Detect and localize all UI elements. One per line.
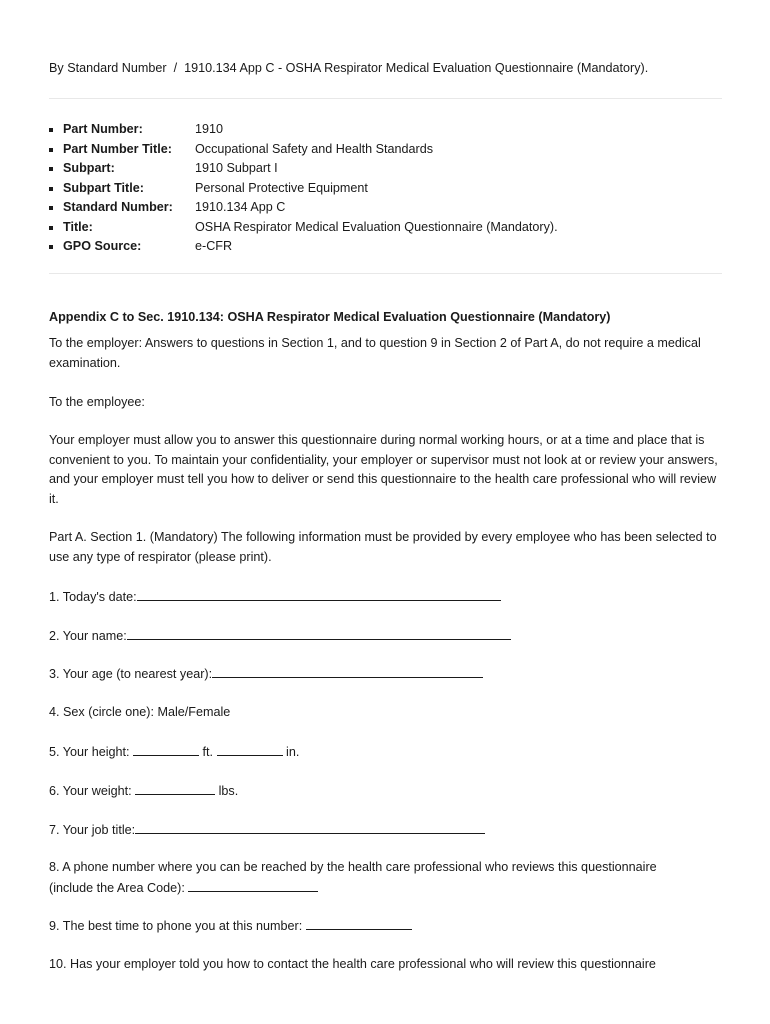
meta-key: Part Number Title: xyxy=(63,141,172,156)
breadcrumb-root-link[interactable]: By Standard Number xyxy=(49,61,167,75)
part-a-intro-text: Part A. Section 1. (Mandatory) The following information must be provided by every employee who has been selected to use any type of respirator (please print). xyxy=(49,530,717,564)
meta-value: Personal Protective Equipment xyxy=(195,180,368,195)
question-2 xyxy=(49,626,721,647)
employee-label-text: To the employee: xyxy=(49,395,145,409)
bullet-icon xyxy=(49,245,53,249)
question-label: 2. Your name: xyxy=(49,629,127,643)
employee-label xyxy=(49,393,721,413)
question-4 xyxy=(49,703,721,723)
employee-note xyxy=(49,431,721,509)
name-answer-line[interactable] xyxy=(127,626,511,640)
employee-note-text: Your employer must allow you to answer this questionnaire during normal working hours, or at a time and place that is convenient to you. To maintain your confidentiality, your employer or supervisor must not look at or review your answers, and your employer must tell you how to deliver or send this questionnaire to the health care professional who will review it. xyxy=(49,433,718,506)
employer-note xyxy=(49,334,721,373)
question-label: 7. Your job title: xyxy=(49,823,136,837)
question-label-cont: (include the Area Code): xyxy=(49,880,185,895)
bullet-icon xyxy=(49,187,53,191)
meta-value: 1910.134 App C xyxy=(195,200,286,214)
weight-unit: lbs. xyxy=(218,784,239,798)
meta-value: e-CFR xyxy=(195,239,233,253)
weight-answer-line[interactable] xyxy=(135,781,215,795)
meta-key: Standard Number: xyxy=(63,200,173,214)
question-8 xyxy=(49,858,721,898)
question-label: 1. Today's date: xyxy=(49,590,137,604)
meta-value: 1910 xyxy=(195,122,224,136)
phone-answer-line[interactable] xyxy=(188,878,318,892)
meta-key: Title: xyxy=(63,219,93,234)
question-label: 4. Sex (circle one): Male/Female xyxy=(49,705,231,719)
meta-value: Occupational Safety and Health Standards xyxy=(195,141,434,156)
question-label: 3. Your age (to nearest year): xyxy=(49,667,213,681)
bullet-icon xyxy=(49,128,53,132)
bullet-icon xyxy=(49,167,53,171)
question-9 xyxy=(49,916,721,937)
question-1 xyxy=(49,587,721,608)
question-10 xyxy=(49,955,721,975)
appendix-heading: Appendix C to Sec. 1910.134: OSHA Respirator Medical Evaluation Questionnaire (Mandatory) xyxy=(49,309,611,324)
job-title-answer-line[interactable] xyxy=(135,820,485,834)
question-5 xyxy=(49,742,721,763)
divider-bottom xyxy=(49,273,722,274)
question-8-line-2 xyxy=(49,878,721,899)
breadcrumb-separator: / xyxy=(173,61,178,75)
meta-key: Part Number: xyxy=(63,122,143,136)
question-label: 9. The best time to phone you at this number: xyxy=(49,919,303,933)
bullet-icon xyxy=(49,148,53,152)
employer-note-text: To the employer: Answers to questions in Section 1, and to question 9 in Section 2 of Part A, do not require a medical examination. xyxy=(49,336,701,370)
height-feet-line[interactable] xyxy=(133,742,199,756)
age-answer-line[interactable] xyxy=(212,664,483,678)
question-label: 10. Has your employer told you how to contact the health care professional who will review this questionnaire xyxy=(49,957,656,971)
question-label: 6. Your weight: xyxy=(49,784,132,798)
meta-value: OSHA Respirator Medical Evaluation Questionnaire (Mandatory). xyxy=(195,219,558,234)
question-3 xyxy=(49,664,721,685)
question-7 xyxy=(49,820,721,841)
meta-key: Subpart Title: xyxy=(63,180,144,195)
question-label: 5. Your height: xyxy=(49,745,130,759)
meta-value: 1910 Subpart I xyxy=(195,161,278,175)
feet-unit: ft. xyxy=(202,745,214,759)
best-time-answer-line[interactable] xyxy=(306,916,412,930)
bullet-icon xyxy=(49,226,53,230)
inches-unit: in. xyxy=(286,745,300,759)
question-6 xyxy=(49,781,721,802)
breadcrumb xyxy=(49,61,648,75)
divider-top xyxy=(49,98,722,99)
meta-key: Subpart: xyxy=(63,161,115,175)
part-a-intro xyxy=(49,528,721,567)
bullet-icon xyxy=(49,206,53,210)
date-answer-line[interactable] xyxy=(137,587,501,601)
breadcrumb-current: 1910.134 App C - OSHA Respirator Medical Evaluation Questionnaire (Mandatory). xyxy=(184,61,649,75)
question-label: 8. A phone number where you can be reached by the health care professional who reviews this questionnaire xyxy=(49,860,657,874)
meta-key: GPO Source: xyxy=(63,239,142,253)
height-inches-line[interactable] xyxy=(217,742,283,756)
